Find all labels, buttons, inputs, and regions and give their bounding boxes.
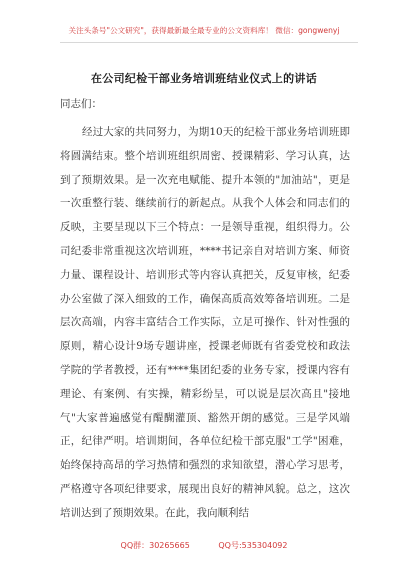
header-divider: [60, 42, 358, 43]
footer-qq-number: QQ号:535304092: [218, 541, 288, 550]
document-title: 在公司纪检干部业务培训班结业仪式上的讲话: [91, 72, 317, 85]
footer-contact: [0, 540, 408, 551]
footer-qq-group: QQ群：30265665: [120, 541, 190, 550]
salutation: 同志们：: [60, 98, 102, 110]
body-paragraph: 经过大家的共同努力，为期10天的纪检干部业务培训班即将圆满结束。整个培训班组织周密、授课精彩、学习认真，达到了预期效果。是一次充电赋能、提升本领的"加油站"，更是一次重整行装、继续前行的新起点。从我个人体会和同志们的反映，主要呈现以下三个特点：一是领导重视，组织得力。公司纪委非常重视这次培训班，****书记亲自对培训方案、师资力量、课程设计、培训形式等内容认真把关，反复审核，纪委办公室做了深入细致的工作，确保高质高效筹备培训班。二是层次高端，内容丰富结合工作实际，立足可操作、针对性强的原则，精心设计9场专题讲座，授课老师既有省委党校和政法学院的学者教授，还有****集团纪委的业务专家，授课内容有理论、有案例、有实操，精彩纷呈，可以说是层次高且"接地气"大家普遍感觉有醍醐灌顶、豁然开朗的感觉。三是学风端正，纪律严明。培训期间，各单位纪检干部克服"工学"困难，始终保持高昂的学习热情和强烈的求知欲望，潜心学习思考，严格遵守各项纪律要求，展现出良好的精神风貌。总之，这次培训达到了预期效果。在此，我向顺利结: [60, 126, 350, 519]
header-banner: 关注头条号"公文研究"，获得最新最全最专业的公文资料库！ 微信：gongwenyj: [68, 26, 340, 35]
